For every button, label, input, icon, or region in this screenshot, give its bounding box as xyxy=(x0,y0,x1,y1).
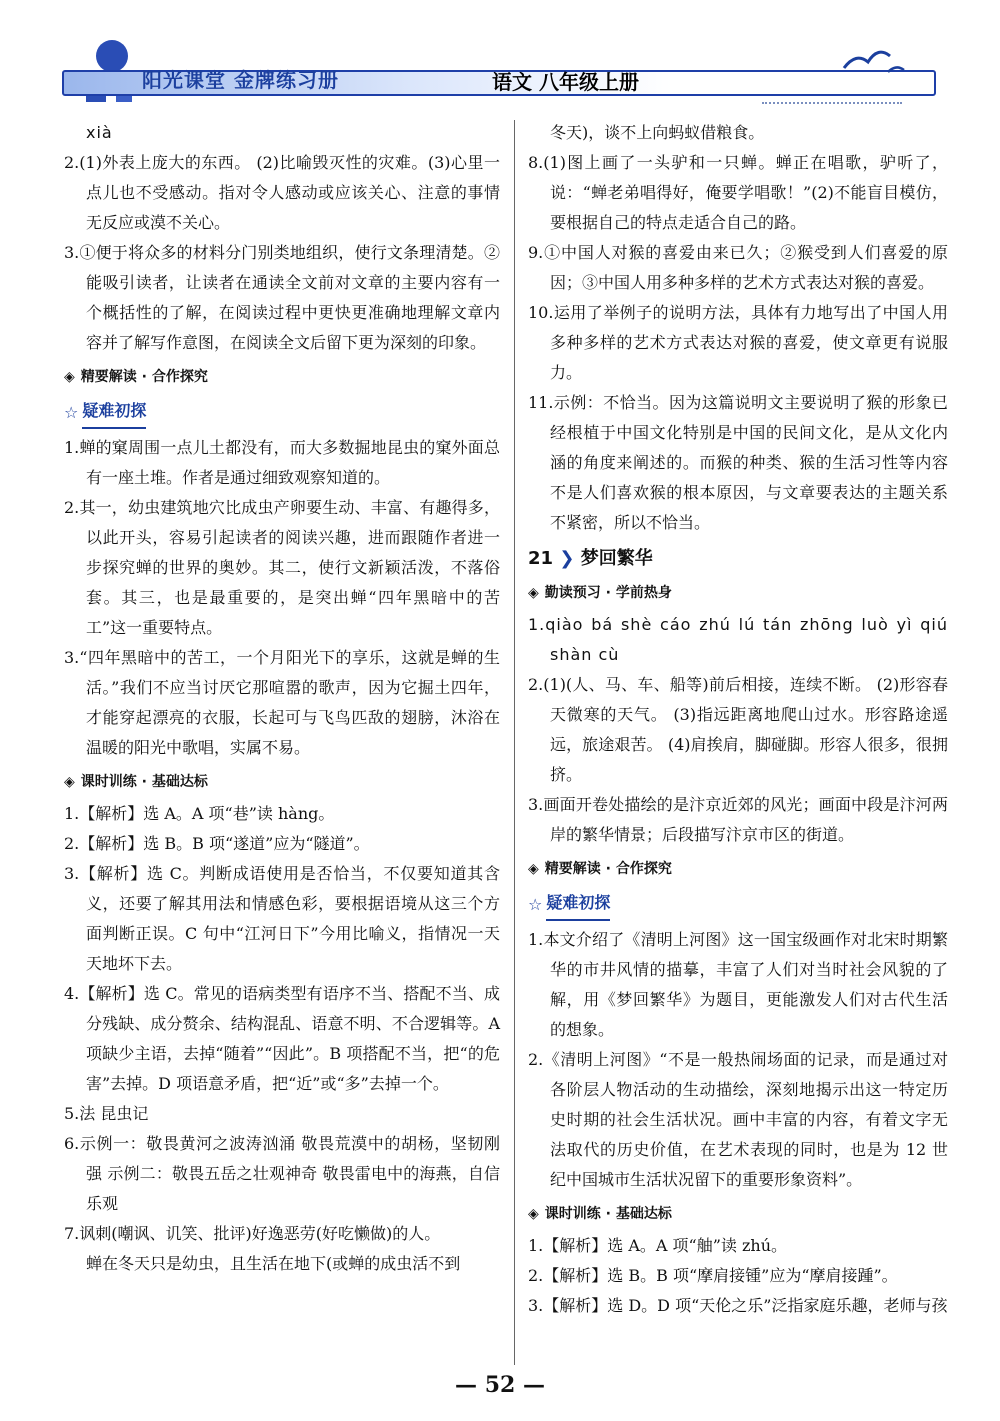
answer-item: 1.【解析】选 A。A 项“舳”读 zhú。 xyxy=(528,1236,788,1255)
section-heading xyxy=(528,854,948,884)
answer-item: 2.【解析】选 B。B 项“遂道”应为“隧道”。 xyxy=(64,834,370,853)
answer-item: 3.“四年黑暗中的苦工，一个月阳光下的享乐，这就是蝉的生活。”我们不应当讨厌它那喧嚣的歌声，因为它掘土四年，才能穿起漂亮的衣服，长起可与飞鸟匹敌的翅膀，沐浴在温暖的阳光中歌唱，实属不易。 xyxy=(64,648,500,757)
subsection-heading-label: 疑难初探 xyxy=(82,396,146,429)
answer-item: 2.(1)外表上庞大的东西。 (2)比喻毁灭性的灾难。(3)心里一点儿也不受感动。指对令人感动或应该关心、注意的事情无反应或漠不关心。 xyxy=(64,153,500,232)
answer-item: 2.其一，幼虫建筑地穴比成虫产卵要生动、丰富、有趣得多，以此开头，容易引起读者的阅读兴趣，进而跟随作者进一步探究蝉的世界的奥妙。其二，使行文新颖活泼，不落俗套。其三，也是最重要的，是突出蝉“四年黑暗中的苦工”这一重要特点。 xyxy=(64,498,500,637)
left-column xyxy=(64,118,500,1279)
answer-item: 4.【解析】选 C。常见的语病类型有语序不当、搭配不当、成分残缺、成分赘余、结构混乱、语意不明、不合逻辑等。A 项缺少主语，去掉“随着”“因此”。B 项搭配不当，把“的危害”去掉。D 项语意矛盾，把“近”或“多”去掉一个。 xyxy=(64,984,500,1093)
chevron-right-icon: ❯ xyxy=(559,548,575,569)
subject-title: 语文 八年级上册 xyxy=(492,70,639,94)
section-icon: ◈ xyxy=(64,774,75,790)
answer-line: xià xyxy=(86,123,113,142)
star-icon: ☆ xyxy=(64,402,79,422)
answer-item: 2.(1)(人、马、车、船等)前后相接，连续不断。 (2)形容春天微寒的天气。 (3)指远距离地爬山过水。形容路途遥远，旅途艰苦。 (4)肩挨肩，脚碰脚。形容人很多，很拥挤。 xyxy=(528,675,948,784)
star-icon: ☆ xyxy=(528,894,543,914)
lesson-number: 21 xyxy=(528,548,554,569)
section-heading xyxy=(64,362,500,392)
section-heading-label: 勤读预习 · 学前热身 xyxy=(544,585,672,601)
section-heading-label: 精要解读 · 合作探究 xyxy=(544,861,672,877)
subsection-heading-label: 疑难初探 xyxy=(546,888,610,921)
section-icon: ◈ xyxy=(64,369,75,385)
section-heading-label: 精要解读 · 合作探究 xyxy=(80,369,208,385)
subsection-heading xyxy=(64,396,500,429)
page-number: — 52 — xyxy=(455,1372,545,1398)
answer-item: 1.qiào bá shè cáo zhú lú tán zhōng luò yì qiú shàn cù xyxy=(528,615,948,664)
answer-item: 9.①中国人对猴的喜爱由来已久；②猴受到人们喜爱的原因；③中国人用多种多样的艺术方式表达对猴的喜爱。 xyxy=(528,243,948,292)
answer-item: 2.《清明上河图》“不是一般热闹场面的记录，而是通过对各阶层人物活动的生动描绘，深刻地揭示出这一特定历史时期的社会生活状况。画中丰富的内容，有着文字无法取代的历史价值，在艺术表现的同时，也是为 12 世纪中国城市生活状况留下的重要形象资料”。 xyxy=(528,1050,948,1189)
answer-line: 冬天)，谈不上向蚂蚁借粮食。 xyxy=(550,123,765,142)
section-heading-label: 课时训练 · 基础达标 xyxy=(80,774,208,790)
answer-item: 1.本文介绍了《清明上河图》这一国宝级画作对北宋时期繁华的市井风情的描摹，丰富了人们对当时社会风貌的了解，用《梦回繁华》为题目，更能激发人们对古代生活的想象。 xyxy=(528,930,948,1039)
column-divider xyxy=(514,120,515,1365)
right-column xyxy=(528,118,948,1321)
answer-line: 蝉在冬天只是幼虫，且生活在地下(或蝉的成虫活不到 xyxy=(86,1254,461,1273)
section-icon: ◈ xyxy=(528,585,539,601)
answer-item: 1.【解析】选 A。A 项“巷”读 hàng。 xyxy=(64,804,335,823)
section-heading xyxy=(64,767,500,797)
answer-item: 1.蝉的窠周围一点儿土都没有，而大多数掘地昆虫的窠外面总有一座土堆。作者是通过细致观察知道的。 xyxy=(64,438,500,487)
brand-title: 阳光课堂 金牌练习册 xyxy=(142,68,339,92)
answer-item: 8.(1)图上画了一头驴和一只蝉。蝉正在唱歌，驴听了，说：“蝉老弟唱得好，俺要学唱歌！”(2)不能盲目模仿，要根据自己的特点走适合自己的路。 xyxy=(528,153,948,232)
answer-item: 7.讽刺(嘲讽、讥笑、批评)好逸恶劳(好吃懒做)的人。 xyxy=(64,1224,441,1243)
answer-item: 2.【解析】选 B。B 项“摩肩接锺”应为“摩肩接踵”。 xyxy=(528,1266,898,1285)
answer-item: 3.【解析】选 D。D 项“天伦之乐”泛指家庭乐趣，老师与孩 xyxy=(528,1296,948,1315)
answer-item: 11.示例：不恰当。因为这篇说明文主要说明了猴的形象已经根植于中国文化特别是中国的民间文化，是从文化内涵的角度来阐述的。而猴的种类、猴的生活习性等内容不是人们喜欢猴的根本原因，与文章要表达的主题关系不紧密，所以不恰当。 xyxy=(528,393,948,532)
section-heading-label: 课时训练 · 基础达标 xyxy=(544,1206,672,1222)
birds-icon xyxy=(842,42,912,78)
section-heading xyxy=(528,1199,948,1229)
lesson-title: 梦回繁华 xyxy=(580,548,653,569)
section-icon: ◈ xyxy=(528,861,539,877)
section-heading xyxy=(528,578,948,608)
answer-item: 5.法 昆虫记 xyxy=(64,1104,149,1123)
answer-item: 3.①便于将众多的材料分门别类地组织，使行文条理清楚。②能吸引读者，让读者在通读全文前对文章的主要内容有一个概括性的了解，在阅读过程中更快更准确地理解文章内容并了解写作意图，在阅读全文后留下更为深刻的印象。 xyxy=(64,243,500,352)
header-dots xyxy=(762,102,902,106)
page-header xyxy=(62,36,938,108)
answer-item: 10.运用了举例子的说明方法，具体有力地写出了中国人用多种多样的艺术方式表达对猴的喜爱，使文章更有说服力。 xyxy=(528,303,948,382)
subsection-heading xyxy=(528,888,948,921)
answer-item: 3.画面开卷处描绘的是汴京近郊的风光；画面中段是汴河两岸的繁华情景；后段描写汴京市区的街道。 xyxy=(528,795,948,844)
answer-item: 6.示例一：敬畏黄河之波涛汹涌 敬畏荒漠中的胡杨，坚韧刚强 示例二：敬畏五岳之壮观神奇 敬畏雷电中的海燕，自信乐观 xyxy=(64,1134,500,1213)
section-icon: ◈ xyxy=(528,1206,539,1222)
lesson-heading xyxy=(528,544,948,574)
answer-item: 3.【解析】选 C。判断成语使用是否恰当，不仅要知道其含义，还要了解其用法和情感色彩，要根据语境从这三个方面判断正误。C 句中“江河日下”今用比喻义，指情况一天天地坏下去。 xyxy=(64,864,500,973)
